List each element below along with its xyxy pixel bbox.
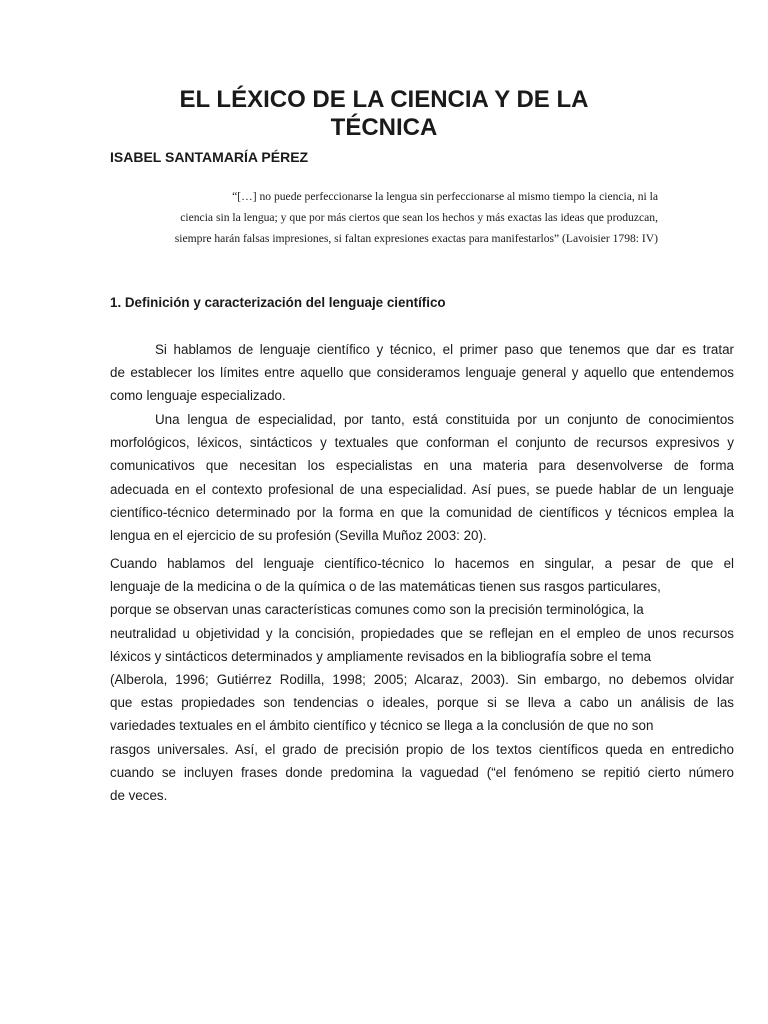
text-line: porque se observan unas características comunes como son la precisión terminológica, la (110, 602, 644, 618)
text-line: rasgos universales. Así, el grado de precisión propio de los textos científicos queda en entredicho (110, 741, 734, 757)
text-line: Cuando hablamos del lenguaje científico-técnico lo hacemos en singular, a pesar de que el (110, 556, 734, 571)
paragraph-1 (110, 338, 734, 408)
text-line: lenguaje de la medicina o de la química o de las matemáticas tienen sus rasgos particulares, (110, 579, 661, 595)
text-line: científico-técnico determinado por la forma en que la comunidad de científicos y técnicos emplea la (110, 504, 734, 520)
author-name: ISABEL SANTAMARÍA PÉREZ (110, 149, 309, 165)
text-line: de veces. (110, 788, 168, 804)
epigraph-quote (110, 186, 658, 249)
text-line: lengua en el ejercicio de su profesión (Sevilla Muñoz 2003: 20). (110, 528, 487, 544)
document-title (110, 86, 658, 142)
epigraph-line: “[…] no puede perfeccionarse la lengua sin perfeccionarse al mismo tiempo la ciencia, ni la (232, 190, 658, 203)
text-line: adecuada en el contexto profesional de una especialidad. Así pues, se puede hablar de un lenguaje (110, 481, 734, 497)
text-line: variedades textuales en el ámbito científico y técnico se llega a la conclusión de que no son (110, 718, 654, 734)
text-line: comunicativos que necesitan los especialistas en una materia para desenvolverse de forma (110, 458, 734, 474)
text-line: (Alberola, 1996; Gutiérrez Rodilla, 1998; 2005; Alcaraz, 2003). Sin embargo, no debemos olvidar (110, 672, 734, 688)
text-line: neutralidad u objetividad y la concisión, propiedades que se reflejan en el empleo de unos recursos (110, 625, 734, 641)
paragraph-3 (110, 552, 734, 807)
paragraph-2 (110, 408, 734, 547)
text-line: Si hablamos de lenguaje científico y técnico, el primer paso que tenemos que dar es tratar (155, 342, 734, 357)
text-line: como lenguaje especializado. (110, 388, 286, 404)
section-heading: 1. Definición y caracterización del lenguaje científico (110, 295, 446, 310)
text-line: Una lengua de especialidad, por tanto, está constituida por un conjunto de conocimientos (155, 412, 734, 427)
title-line-1: EL LÉXICO DE LA CIENCIA Y DE LA (179, 86, 589, 113)
title-line-2: TÉCNICA (330, 114, 438, 141)
epigraph-line: siempre harán falsas impresiones, si faltan expresiones exactas para manifestarlos” (Lavoisier 1798: IV) (174, 232, 658, 245)
text-line: cuando se incluyen frases donde predomina la vaguedad (“el fenómeno se repitió cierto número (110, 764, 734, 780)
text-line: de establecer los límites entre aquello que consideramos lenguaje general y aquello que entendemos (110, 365, 734, 381)
text-line: léxicos y sintácticos determinados y ampliamente revisados en la bibliografía sobre el tema (110, 648, 652, 664)
text-line: que estas propiedades son tendencias o ideales, porque si se lleva a cabo un análisis de las (110, 695, 734, 711)
epigraph-line: ciencia sin la lengua; y que por más ciertos que sean los hechos y más exactas las ideas que produzcan, (180, 211, 658, 224)
text-line: morfológicos, léxicos, sintácticos y textuales que conforman el conjunto de recursos expresivos y (110, 435, 734, 451)
